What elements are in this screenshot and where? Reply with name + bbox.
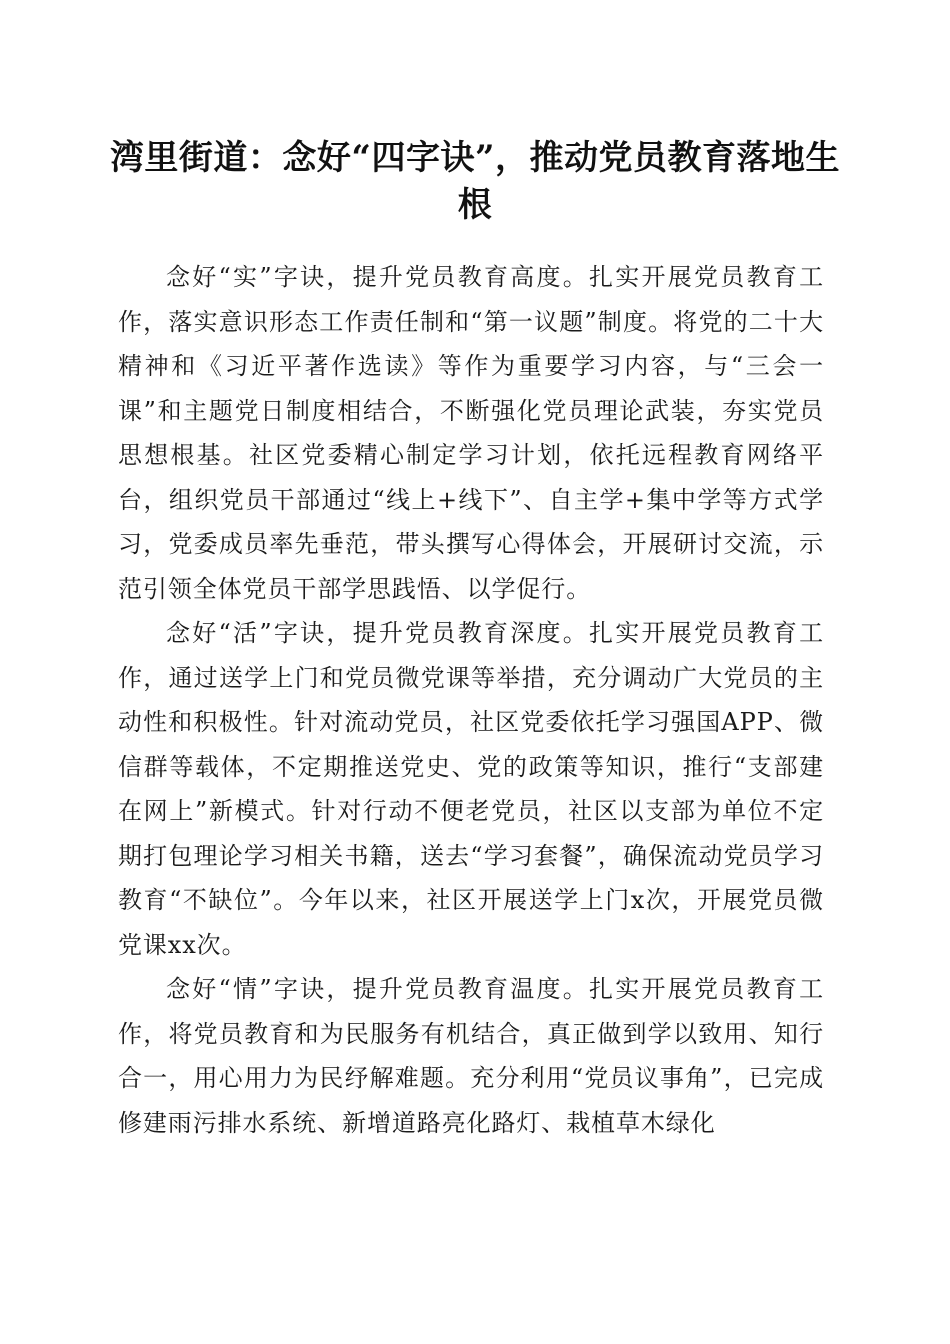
- document-title: 湾里街道：念好“四字诀”，推动党员教育落地生根: [109, 138, 841, 225]
- paragraph-shi: 念好“实”字诀，提升党员教育高度。扎实开展党员教育工作，落实意识形态工作责任制和“第一议题”制度。将党的二十大精神和《习近平著作选读》等作为重要学习内容，与“三会一课”和主题党日制度相结合，不断强化党员理论武装，夯实党员思想根基。社区党委精心制定学习计划，依托远程教育网络平台，组织党员干部通过“线上+线下”、自主学+集中学等方式学习，党委成员率先垂范，带头撰写心得体会，开展研讨交流，示范引领全体党员干部学思践悟、以学促行。: [118, 263, 824, 603]
- document-body: [118, 255, 824, 1145]
- paragraph-huo: 念好“活”字诀，提升党员教育深度。扎实开展党员教育工作，通过送学上门和党员微党课等举措，充分调动广大党员的主动性和积极性。针对流动党员，社区党委依托学习强国APP、微信群等载体，不定期推送党史、党的政策等知识，推行“支部建在网上”新模式。针对行动不便老党员，社区以支部为单位不定期打包理论学习相关书籍，送去“学习套餐”，确保流动党员学习教育“不缺位”。今年以来，社区开展送学上门x次，开展党员微党课xx次。: [118, 619, 824, 959]
- paragraph-qing: 念好“情”字诀，提升党员教育温度。扎实开展党员教育工作，将党员教育和为民服务有机结合，真正做到学以致用、知行合一，用心用力为民纾解难题。充分利用“党员议事角”，已完成修建雨污排水系统、新增道路亮化路灯、栽植草木绿化: [118, 975, 824, 1137]
